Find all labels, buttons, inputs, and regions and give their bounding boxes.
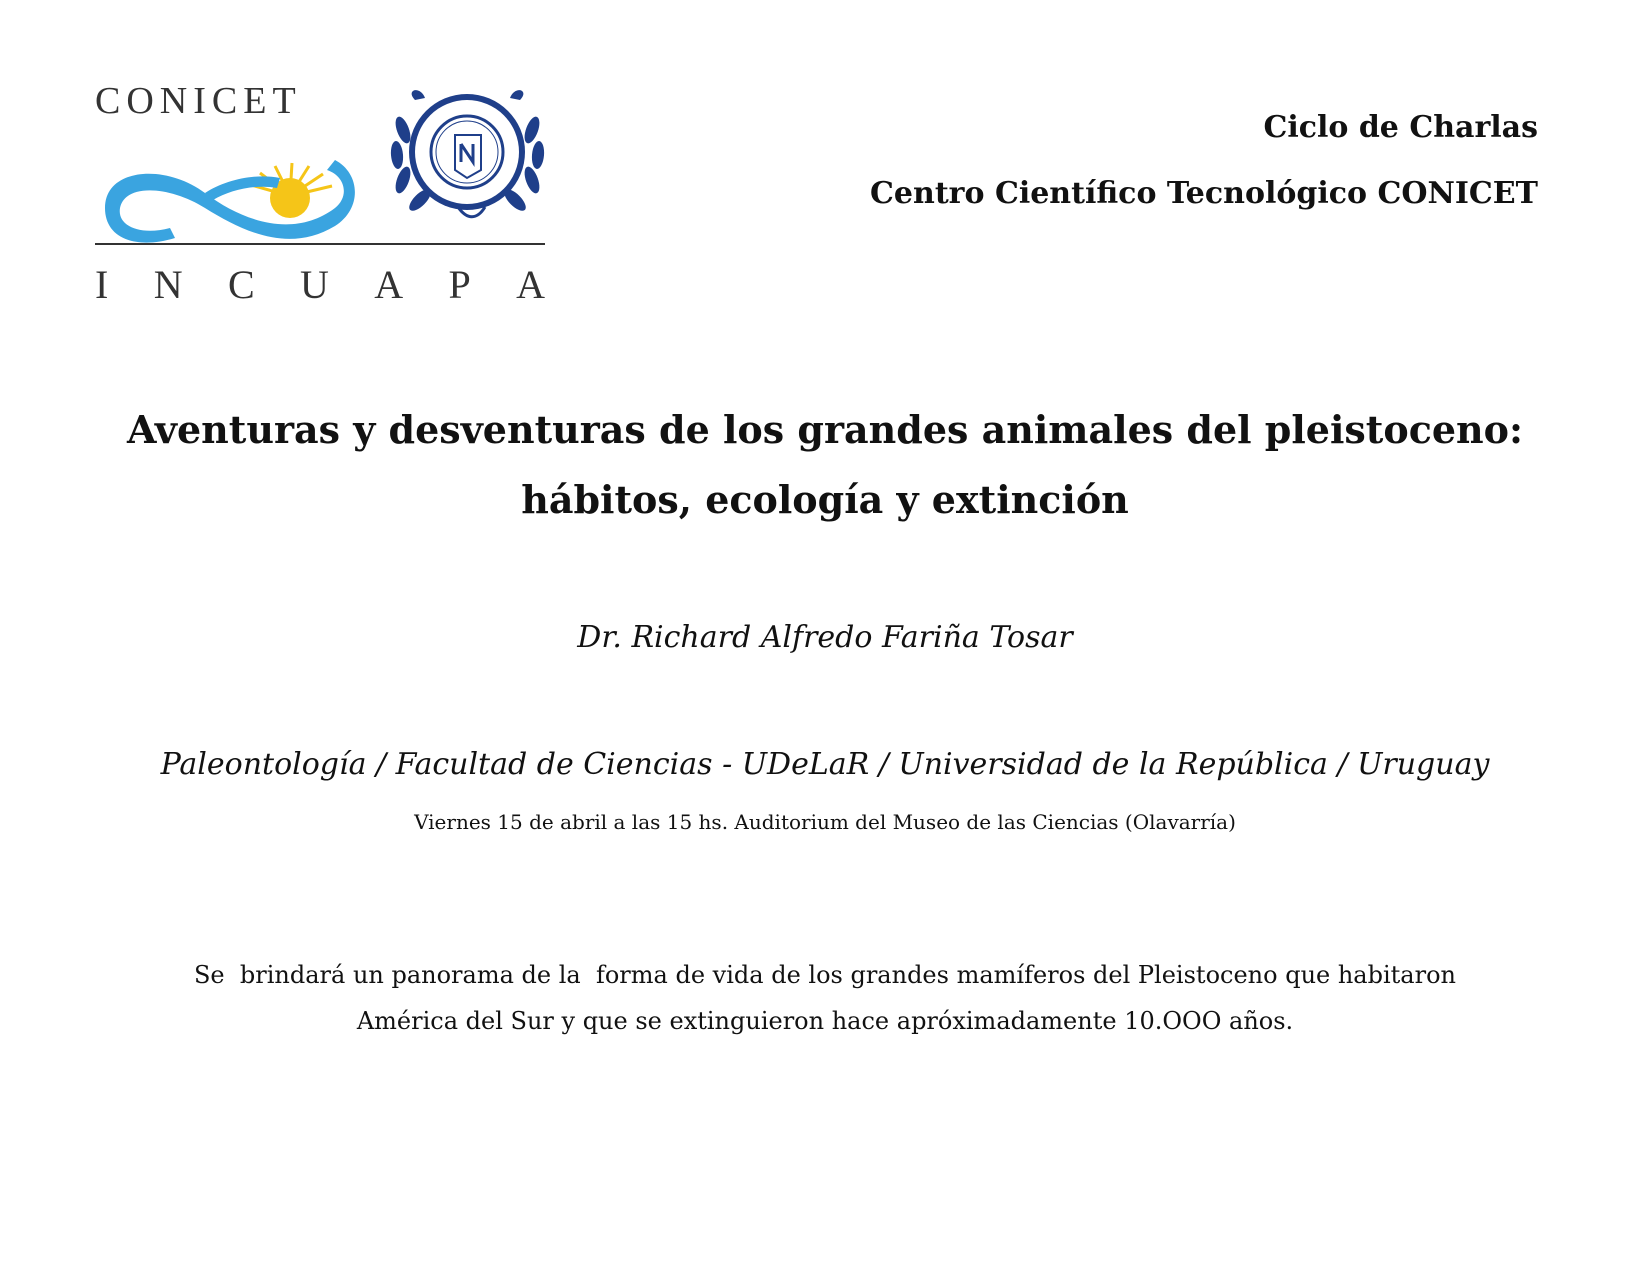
incuapa-letter: N bbox=[153, 262, 183, 307]
event-date-location: Viernes 15 de abril a las 15 hs. Auditorium del Museo de las Ciencias (Olavarría) bbox=[414, 810, 1236, 834]
talk-description bbox=[130, 952, 1520, 1044]
incuapa-letter: A bbox=[374, 262, 404, 307]
incuapa-letter: A bbox=[516, 262, 545, 307]
conicet-wordmark: CONICET bbox=[95, 80, 302, 122]
incuapa-letter: U bbox=[299, 262, 329, 307]
talk-title-line1: Aventuras y desventuras de los grandes animales del pleistoceno: bbox=[126, 407, 1524, 452]
description-line2: América del Sur y que se extinguieron hace apróximadamente 10.OOO años. bbox=[356, 1007, 1294, 1035]
incuapa-letter: C bbox=[227, 262, 255, 307]
speaker-affiliation: Paleontología / Facultad de Ciencias - UDeLaR / Universidad de la República / Uruguay bbox=[160, 747, 1490, 782]
conicet-infinity-sun-icon bbox=[95, 138, 355, 248]
incuapa-letter: I bbox=[95, 262, 109, 307]
unicen-seal-icon bbox=[385, 80, 550, 225]
series-name: Ciclo de Charlas bbox=[1263, 110, 1538, 145]
center-name: Centro Científico Tecnológico CONICET bbox=[870, 176, 1538, 211]
conicet-incuapa-logo bbox=[95, 78, 545, 308]
speaker-name: Dr. Richard Alfredo Fariña Tosar bbox=[577, 620, 1073, 655]
talk-title bbox=[60, 395, 1590, 535]
incuapa-wordmark bbox=[95, 260, 545, 310]
description-line1: Se brindará un panorama de la forma de vida de los grandes mamíferos del Pleistoceno que habitaron bbox=[193, 961, 1456, 989]
talk-title-line2: hábitos, ecología y extinción bbox=[521, 477, 1129, 522]
incuapa-letter: P bbox=[448, 262, 471, 307]
logo-divider bbox=[95, 243, 545, 245]
series-header bbox=[870, 95, 1538, 227]
